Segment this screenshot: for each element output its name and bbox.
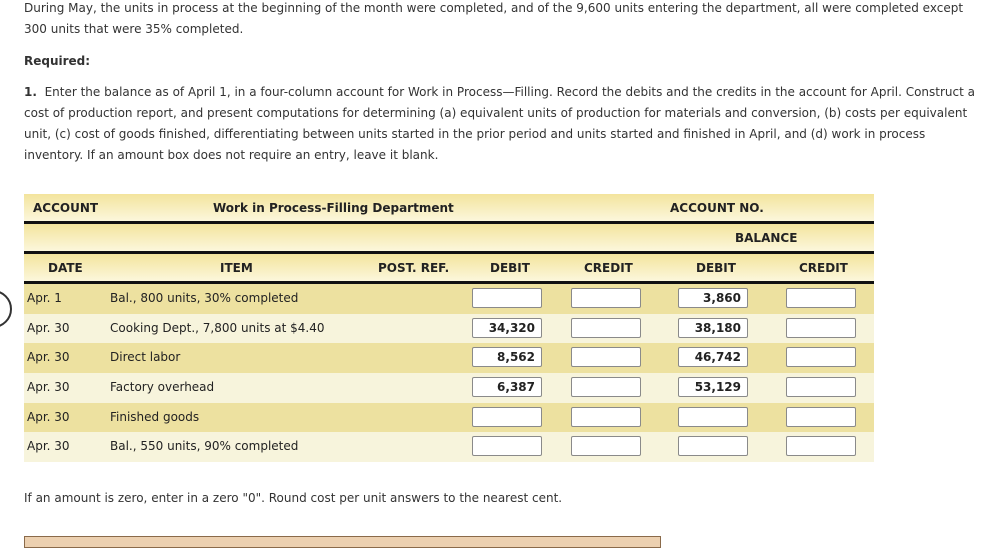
row-item: Bal., 800 units, 30% completed <box>110 291 299 305</box>
col-balance-debit: DEBIT <box>696 261 736 275</box>
debit-input[interactable] <box>472 436 542 456</box>
balance-credit-input[interactable] <box>786 377 856 397</box>
selection-circle-icon <box>0 290 12 328</box>
rounding-note: If an amount is zero, enter in a zero "0". Round cost per unit answers to the nearest cent. <box>24 491 563 505</box>
instruction-paragraph <box>24 82 984 166</box>
required-label: Required: <box>24 54 91 68</box>
balance-debit-input[interactable]: 46,742 <box>678 347 748 367</box>
balance-credit-input[interactable] <box>786 407 856 427</box>
credit-input[interactable] <box>571 318 641 338</box>
row-date: Apr. 30 <box>27 380 70 395</box>
debit-input[interactable]: 8,562 <box>472 347 542 367</box>
row-item: Direct labor <box>110 350 181 365</box>
debit-input[interactable]: 6,387 <box>472 377 542 397</box>
table-row <box>24 403 874 433</box>
balance-debit-input[interactable]: 3,860 <box>678 288 748 308</box>
col-credit: CREDIT <box>584 261 633 275</box>
table-row <box>24 343 874 373</box>
balance-credit-input[interactable] <box>786 318 856 338</box>
ledger-table <box>24 194 874 462</box>
account-no-label: ACCOUNT NO. <box>670 201 764 215</box>
credit-input[interactable] <box>571 347 641 367</box>
row-date: Apr. 30 <box>27 439 70 454</box>
table-row <box>24 432 874 462</box>
balance-credit-input[interactable] <box>786 347 856 367</box>
col-date: DATE <box>48 261 83 275</box>
col-balance-credit: CREDIT <box>799 261 848 275</box>
balance-credit-input[interactable] <box>786 436 856 456</box>
row-item: Factory overhead <box>110 380 215 395</box>
credit-input[interactable] <box>571 407 641 427</box>
debit-input[interactable] <box>472 288 542 308</box>
row-item: Cooking Dept., 7,800 units at $4.40 <box>110 320 325 335</box>
col-debit: DEBIT <box>490 261 530 275</box>
account-name: Work in Process-Filling Department <box>213 201 454 215</box>
next-section-bar <box>24 536 661 548</box>
debit-input[interactable]: 34,320 <box>472 318 542 338</box>
table-row <box>24 373 874 403</box>
row-date: Apr. 30 <box>27 409 70 424</box>
account-header <box>24 194 874 221</box>
credit-input[interactable] <box>571 377 641 397</box>
debit-input[interactable] <box>472 407 542 427</box>
column-header <box>24 254 874 281</box>
row-date: Apr. 30 <box>27 350 70 365</box>
balance-credit-input[interactable] <box>786 288 856 308</box>
instruction-text: Enter the balance as of April 1, in a four-column account for Work in Process—Filling. Record the debits and the credits in the account for April. Construct a cost of production report, and present computations for determining (a) equivalent units of production for materials and conversion, (b) costs per equivalent unit, (c) cost of goods finished, differentiating between units started in the prior period and units started and finished in April, and (d) work in process inventory. If an amount box does not require an entry, leave it blank. <box>24 85 975 162</box>
balance-label: BALANCE <box>735 231 798 245</box>
row-item: Bal., 550 units, 90% completed <box>110 439 299 454</box>
row-date: Apr. 1 <box>27 291 62 305</box>
balance-debit-input[interactable]: 53,129 <box>678 377 748 397</box>
instruction-number: 1. <box>24 85 37 99</box>
balance-debit-input[interactable] <box>678 407 748 427</box>
row-date: Apr. 30 <box>27 320 70 335</box>
balance-debit-input[interactable]: 38,180 <box>678 318 748 338</box>
account-label: ACCOUNT <box>33 201 99 215</box>
credit-input[interactable] <box>571 436 641 456</box>
balance-header <box>24 224 874 251</box>
table-row <box>24 284 874 314</box>
col-item: ITEM <box>220 261 253 275</box>
row-item: Finished goods <box>110 409 200 424</box>
table-row <box>24 314 874 344</box>
intro-paragraph: During May, the units in process at the beginning of the month were completed, and of the 9,600 units entering the department, all were completed except 300 units that were 35% completed. <box>24 1 964 36</box>
balance-debit-input[interactable] <box>678 436 748 456</box>
col-post-ref: POST. REF. <box>378 261 450 275</box>
credit-input[interactable] <box>571 288 641 308</box>
